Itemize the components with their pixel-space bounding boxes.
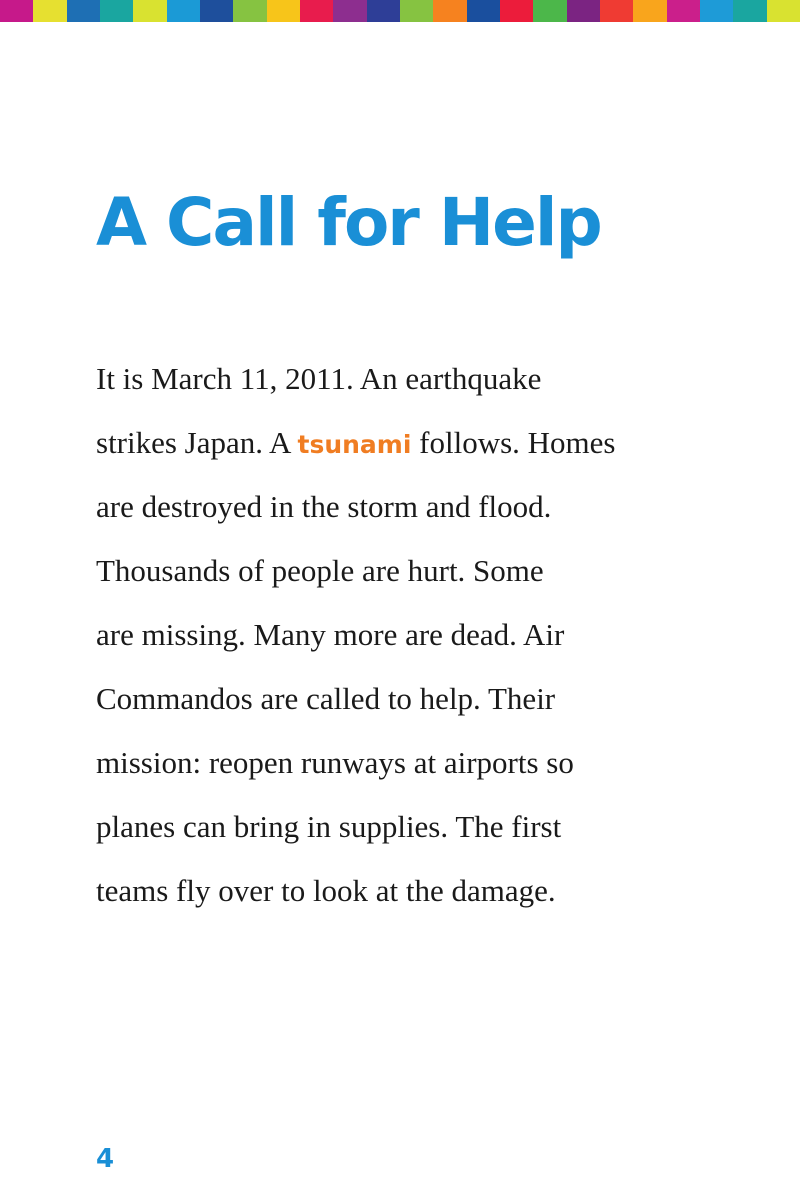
color-strip-segment [400, 0, 433, 22]
text-segment: strikes Japan. A [96, 425, 298, 460]
text-line: It is March 11, 2011. An earthquake [96, 361, 542, 396]
text-line: teams fly over to look at the damage. [96, 873, 556, 908]
color-strip-segment [533, 0, 566, 22]
color-strip-segment [600, 0, 633, 22]
text-line: planes can bring in supplies. The first [96, 809, 562, 844]
color-strip-segment [767, 0, 800, 22]
page-number: 4 [96, 1144, 115, 1174]
text-line [96, 417, 716, 481]
text-line: are missing. Many more are dead. Air [96, 617, 565, 652]
color-strip-segment [100, 0, 133, 22]
text-line: mission: reopen runways at airports so [96, 745, 574, 780]
color-strip-segment [0, 0, 33, 22]
color-strip-segment [300, 0, 333, 22]
color-strip-segment [433, 0, 466, 22]
color-strip-segment [133, 0, 166, 22]
color-strip-segment [333, 0, 366, 22]
color-strip-segment [667, 0, 700, 22]
color-strip-segment [467, 0, 500, 22]
text-line: Commandos are called to help. Their [96, 681, 556, 716]
color-strip-segment [367, 0, 400, 22]
text-segment: follows. Homes [411, 425, 616, 460]
color-strip-segment [233, 0, 266, 22]
color-strip-segment [733, 0, 766, 22]
color-strip-segment [567, 0, 600, 22]
color-strip-segment [700, 0, 733, 22]
color-strip-header [0, 0, 800, 22]
page-title: A Call for Help [96, 184, 601, 261]
glossary-term-tsunami[interactable]: tsunami [297, 430, 412, 459]
color-strip-segment [633, 0, 666, 22]
color-strip-segment [167, 0, 200, 22]
color-strip-segment [200, 0, 233, 22]
text-line: Thousands of people are hurt. Some [96, 553, 544, 588]
body-text [96, 353, 716, 929]
color-strip-segment [67, 0, 100, 22]
text-line: are destroyed in the storm and flood. [96, 489, 552, 524]
color-strip-segment [33, 0, 66, 22]
color-strip-segment [267, 0, 300, 22]
color-strip-segment [500, 0, 533, 22]
